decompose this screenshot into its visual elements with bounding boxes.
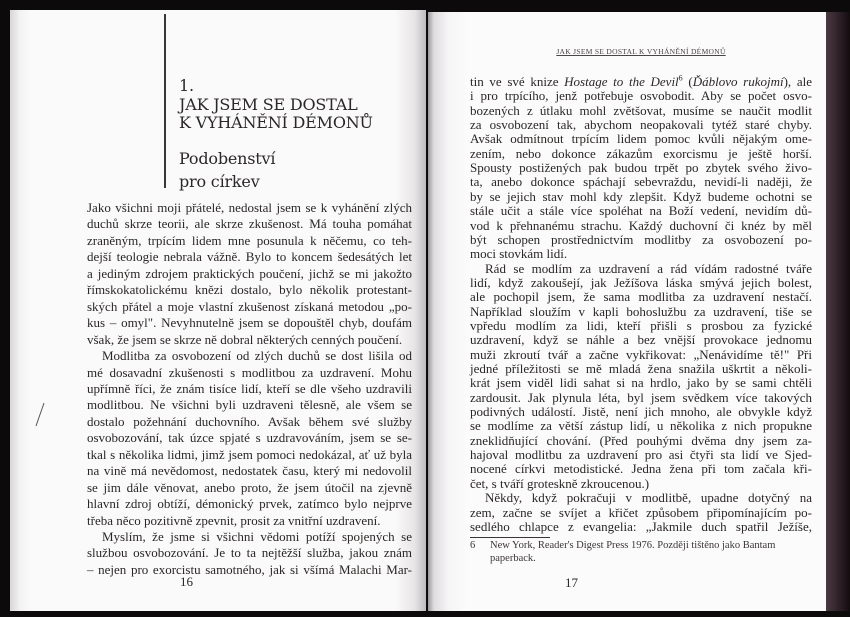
body-line: Modlitba za osvobození od zlých duchů se dost lišila od <box>102 348 412 364</box>
body-line: ale pochopil jsem, že sama modlitba za uzdravení nestačí. <box>470 289 812 305</box>
body-line: dejší teologie nebrala vážně. Bylo to koncem šedesátých let <box>87 249 412 265</box>
body-line: Například sloužím v kapli bohoslužbu za uzdravení, tiše se <box>470 303 812 319</box>
page-number-right: 17 <box>565 575 578 590</box>
body-line: stále učit a stále více spoléhat na Boží vedení, nevidím dů- <box>470 203 812 219</box>
body-line: nocené církvi metodistické. Jedna žena při tom začala kři- <box>470 461 812 477</box>
body-line: by se jejich stav mohl kdy zlepšit. Když budeme ochotni se <box>470 188 812 204</box>
body-line: třeba něco pozitivně zpevnit, prosit za vnitřní uzdravení. <box>87 512 381 528</box>
body-line: mé dosavadní zkušenosti s modlitbou za uzdravení. Mohu <box>87 364 412 380</box>
body-line: na vině má nevědomost, nedostatek času, který mi nedovolil <box>87 463 412 479</box>
footnote-ref[interactable]: 6 <box>678 73 683 83</box>
body-line: – nejen pro exorcistu samotného, jak si všímá Malachi Mar- <box>87 561 412 577</box>
body-line: vod k přehnanému strachu. Každý duchovní či knéz by měl <box>470 217 812 233</box>
body-line: bozených z útlaku mohl zvětšovat, musíme se naučit modlit <box>470 102 812 118</box>
body-line: vpředu modlím za lidi, kteří přišli s prosbou za fyzické <box>470 317 812 333</box>
body-line: muži zkroutí tvář a začne vykřikovat: „Nenávidíme tě!" Při <box>470 346 812 362</box>
body-line: se jim dále věnovat, anebo proto, že jsem útočil na zjevně <box>87 479 412 495</box>
body-line: osvobozování, tak úzce spjaté s uzdravováním, jsem se se- <box>87 430 412 446</box>
chapter-vertical-rule <box>164 14 166 188</box>
text-span: tin ve své knize <box>470 74 565 89</box>
text-span: ( <box>682 74 693 89</box>
chapter-title-line: K VYHÁNĚNÍ DÉMONŮ <box>179 113 373 132</box>
body-line: a jediným zdrojem praktických poučení, jichž se mi jakožto <box>87 265 412 281</box>
body-line: lidí, když zakoušejí, jak Ježíšova láska smývá jejich bolest, <box>470 274 812 290</box>
body-line: se modlíme za větší zástup lidí, u několika z nich propukne <box>470 418 812 434</box>
book-title-cz: Ďáblovo rukojmí <box>692 74 784 89</box>
body-line: čet, s tváří groteskně zkroucenou.) <box>470 475 650 491</box>
body-line: službou osvobozování. Je to ta nejtěžší služba, jakou znám <box>87 545 412 561</box>
chapter-title-line: JAK JSEM SE DOSTAL <box>179 95 358 114</box>
chapter-subtitle-line: Podobenství <box>179 149 276 168</box>
body-line: Jako všichni moji přátelé, nedostal jsem se k vyhánění zlých <box>87 200 412 215</box>
body-line: uzdravení, když se náhle a bez vnější provokace jednomu <box>470 332 812 348</box>
body-line: hlavní zdroj obtíží, démonický prvek, zatímco bylo nejprve <box>87 496 412 512</box>
chapter-subtitle-line: pro církev <box>179 172 260 191</box>
body-line: ta, anebo dokonce spáchají sebevraždu, nevidí-li naději, že <box>470 174 812 190</box>
body-line: římskokatolickému knězi dostalo, bylo několik protestant- <box>87 282 412 298</box>
body-line: Někdy, když pokračuji v modlitbě, upadne dotyčný na <box>485 490 812 506</box>
body-line: Spousty postižených pak budou trpět po zbytek svého živo- <box>470 160 812 176</box>
footnote-line: New York, Reader's Digest Press 1976. Později tištěno jako Bantam <box>490 540 776 551</box>
running-head: JAK JSEM SE DOSTAL K VYHÁNĚNÍ DÉMONŮ <box>556 47 726 56</box>
body-line: i pro trpícího, jenž potřebuje osvobodit. Aby se počet osvo- <box>470 88 812 104</box>
body-line: zraněným, trpícím lidem mne posunula k něčemu, co teh- <box>87 232 412 248</box>
body-line: Avšak odmítnout trpícím lidem pomoc kvůli nějakým ome- <box>470 131 812 147</box>
chapter-number: 1. <box>179 76 194 95</box>
body-line: upřímně říci, že znám tisíce lidí, kteří se dle všeho uzdravili <box>87 380 412 396</box>
body-line: zardousit. Jak plynula léta, byl jsem svědkem více takových <box>470 389 812 405</box>
body-line: zením, nebo dokonce zákazům exorcismu je ještě horší. <box>470 145 812 161</box>
footnote-line: paperback. <box>490 553 536 564</box>
body-line: moci stovkám lidí. <box>470 246 568 262</box>
body-line: dostalo požehnání duchovního. Avšak během své služby <box>87 413 412 429</box>
body-line: za osvobození tak, abychom neopakovali tytéž staré chyby. <box>470 117 812 133</box>
body-line: jedné příležitosti se mě mladá žena snažila uškrtit a několi- <box>470 361 812 376</box>
pencil-mark <box>30 400 50 430</box>
body-line: být schopen prostřednictvím modlitby za osvobození po- <box>470 231 812 247</box>
book-title: Hostage to the Devil <box>564 74 679 89</box>
body-line: sedlého chlapce z evangelia: „Jakmile duch spatřil Ježíše, <box>470 518 812 534</box>
footnote-rule <box>470 537 550 538</box>
body-line: zem, začne se svíjet a křičet způsobem připomínajícím po- <box>470 504 812 520</box>
book-edge <box>826 12 850 611</box>
text-span: ), ale <box>783 74 812 89</box>
body-line: kus – omyl". Nevyhnutelně jsem se dopouštěl chyb, doufám <box>87 315 412 331</box>
body-line: však, že jsem se skrze ně dobral některých cenných poučení. <box>87 331 403 347</box>
body-line: hajoval modlitbu za uzdravení pro asi čtyři sta lidí ve Sjed- <box>470 447 812 463</box>
body-line: ských přátel a moje vlastní zkušenost získaná metodou „po- <box>87 298 412 314</box>
body-line: podivných událostí. Jistě, není jich mnoho, ale obvykle když <box>470 404 812 420</box>
body-line: krát jsem viděl lidi sahat si na hrdlo, jako by se sami chtěli <box>470 375 812 391</box>
body-line: duchů skrze teorii, ale skrze zkušenost. Má touha pomáhat <box>87 216 412 232</box>
page-number-left: 16 <box>180 574 193 589</box>
footnote-number: 6 <box>470 540 476 551</box>
body-line: Myslím, že jsme si všichni vědomi potíží spojených se <box>102 529 412 544</box>
body-line: modlitbou. Ne všichni byli uzdraveni tělesně, ale všem se <box>87 397 412 413</box>
body-line: zneklidňující chování. (Před pouhými dvěma dny jsem za- <box>470 432 812 448</box>
body-line: tkal s několika lidmi, jimž jsem pomoci nedokázal, ať už byla <box>87 446 412 462</box>
body-line: Rád se modlím za uzdravení a rád vídám radostné tváře <box>485 260 812 276</box>
